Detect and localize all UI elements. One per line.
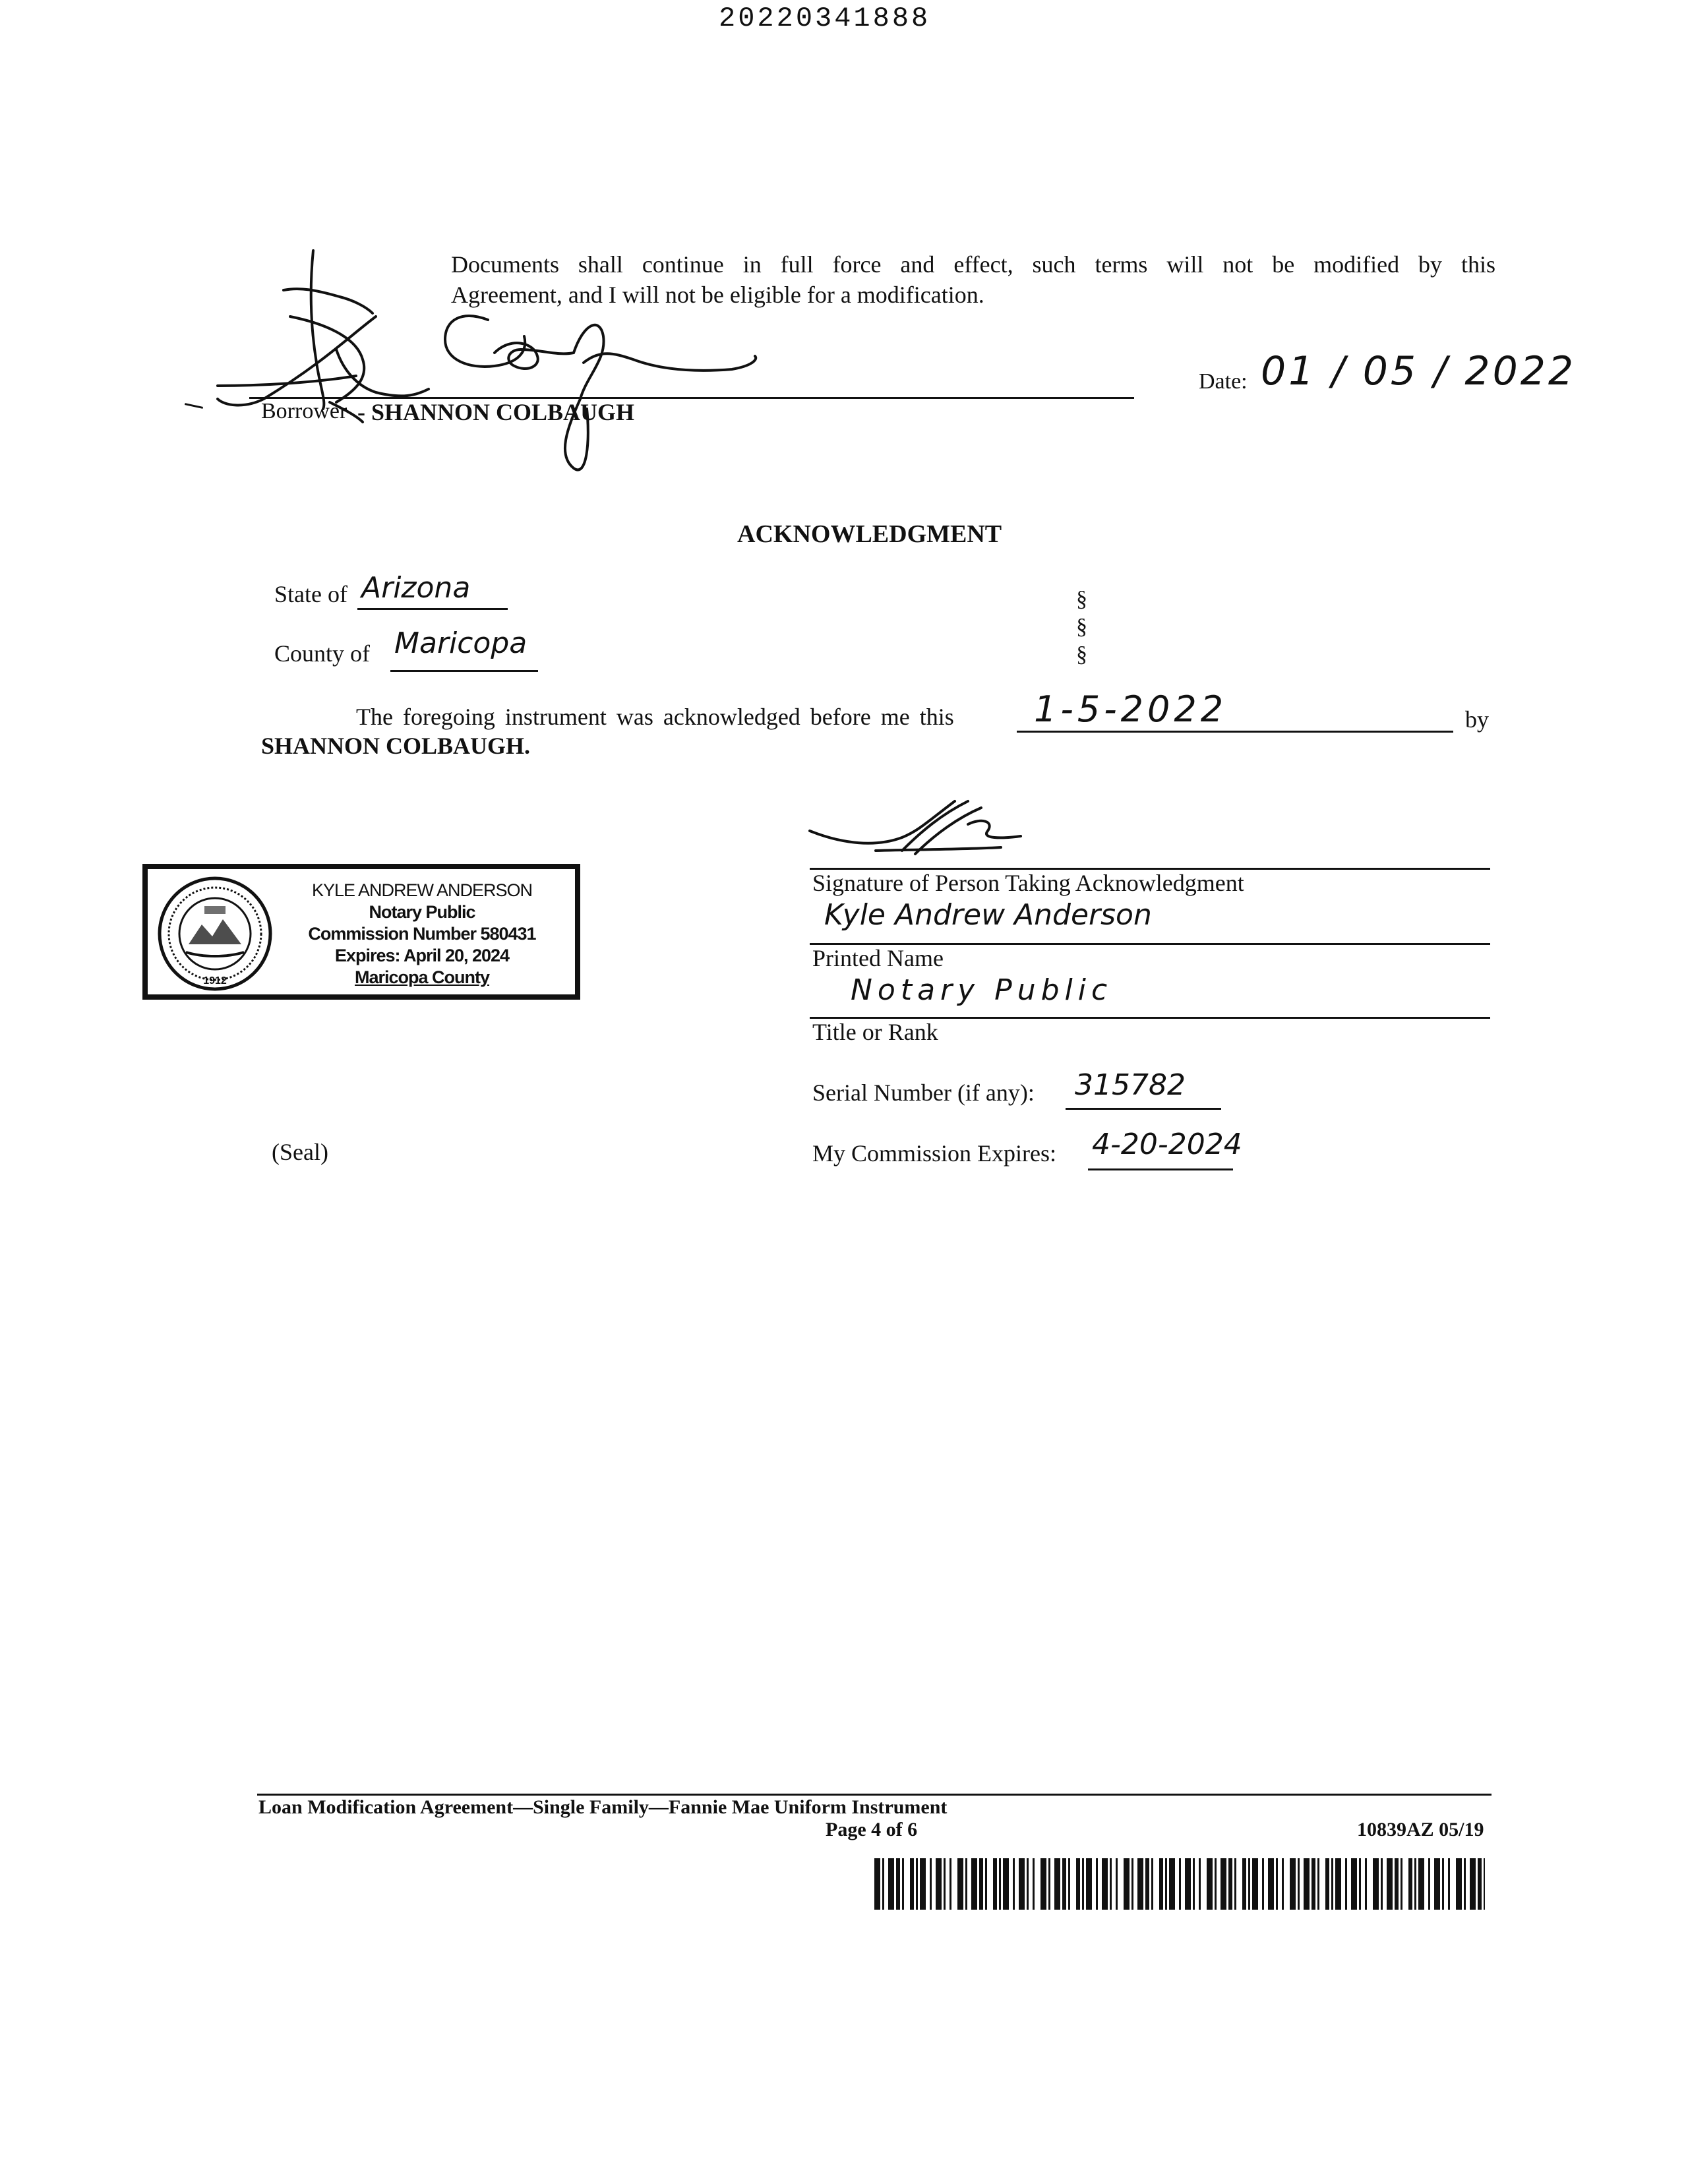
barcode-bar	[1276, 1858, 1278, 1910]
barcode-bar	[1054, 1858, 1060, 1910]
printed-name-label: Printed Name	[812, 945, 944, 971]
barcode-bar	[1448, 1858, 1450, 1910]
barcode-bar	[1304, 1858, 1310, 1910]
barcode-bar	[1282, 1858, 1284, 1910]
barcode-bar	[1373, 1858, 1379, 1910]
barcode-bar	[1207, 1858, 1213, 1910]
barcode-bar	[965, 1858, 967, 1910]
barcode-bar	[1165, 1858, 1167, 1910]
barcode-bar	[1062, 1858, 1066, 1910]
barcode-bar	[1221, 1858, 1226, 1910]
footer-form-title: Loan Modification Agreement—Single Family—Fannie Mae Uniform Instrument	[258, 1796, 948, 1818]
document-number: 20220341888	[719, 3, 931, 34]
state-handwritten: Arizona	[361, 571, 471, 605]
borrower-date-handwritten: 01 / 05 / 2022	[1261, 348, 1577, 394]
barcode-bar	[1262, 1858, 1264, 1910]
commission-line	[1088, 1168, 1233, 1170]
barcode-bar	[1395, 1858, 1399, 1910]
barcode-bar	[1019, 1858, 1025, 1910]
stamp-notary-name: KYLE ANDREW ANDERSON	[311, 880, 533, 900]
borrower-signature	[178, 244, 910, 481]
barcode-bar	[950, 1858, 951, 1910]
barcode-bar	[1317, 1858, 1319, 1910]
state-line	[357, 608, 508, 610]
notary-stamp	[142, 864, 580, 1000]
borrower-date-label: Date:	[1199, 369, 1248, 394]
stamp-notary-title: Notary Public	[369, 902, 475, 922]
barcode-bar	[1215, 1858, 1217, 1910]
barcode	[874, 1858, 1488, 1910]
barcode-bar	[1381, 1858, 1383, 1910]
barcode-bar	[999, 1858, 1001, 1910]
acknowledgment-title: ACKNOWLEDGMENT	[737, 520, 1002, 548]
barcode-bar	[1124, 1858, 1130, 1910]
barcode-bar	[888, 1858, 894, 1910]
barcode-bar	[944, 1858, 946, 1910]
intro-line-1: Documents shall continue in full force and effect, such terms will not be modified by this	[451, 251, 1495, 278]
barcode-bar	[1414, 1858, 1416, 1910]
title-handwritten: Notary Public	[851, 973, 1113, 1007]
seal-label: (Seal)	[272, 1139, 328, 1165]
barcode-bar	[1351, 1858, 1357, 1910]
state-seal-icon	[157, 876, 273, 992]
barcode-bar	[1179, 1858, 1181, 1910]
footer-form-number: 10839AZ 05/19	[1357, 1819, 1484, 1840]
barcode-bar	[971, 1858, 977, 1910]
acknowledgment-name: SHANNON COLBAUGH.	[261, 733, 531, 759]
stamp-expires: Expires: April 20, 2024	[334, 946, 510, 965]
section-mark-2: §	[1076, 615, 1087, 639]
barcode-bar	[1325, 1858, 1329, 1910]
barcode-bar	[1401, 1858, 1402, 1910]
barcode-bar	[1199, 1858, 1201, 1910]
barcode-bar	[1298, 1858, 1300, 1910]
printed-name-handwritten: Kyle Andrew Anderson	[824, 898, 1152, 932]
barcode-bar	[1076, 1858, 1080, 1910]
acknowledgment-date-handwritten: 1-5-2022	[1034, 688, 1228, 730]
barcode-bar	[1242, 1858, 1246, 1910]
barcode-bar	[1068, 1858, 1070, 1910]
state-label: State of	[274, 581, 347, 607]
barcode-bar	[874, 1858, 880, 1910]
barcode-bar	[1185, 1858, 1191, 1910]
barcode-bar	[1268, 1858, 1274, 1910]
barcode-bar	[957, 1858, 963, 1910]
barcode-bar	[1040, 1858, 1046, 1910]
barcode-bar	[1027, 1858, 1029, 1910]
barcode-bar	[1116, 1858, 1118, 1910]
borrower-label: Borrower	[261, 399, 347, 423]
barcode-bar	[896, 1858, 900, 1910]
stamp-county: Maricopa County	[354, 967, 490, 987]
stamp-commission: Commission Number 580431	[308, 924, 536, 944]
barcode-bar	[910, 1858, 914, 1910]
barcode-bar	[1234, 1858, 1236, 1910]
barcode-bar	[1484, 1858, 1485, 1910]
barcode-bar	[1311, 1858, 1315, 1910]
barcode-bar	[1151, 1858, 1153, 1910]
acknowledgment-by: by	[1465, 706, 1489, 733]
county-line	[390, 670, 538, 672]
commission-label: My Commission Expires:	[812, 1140, 1057, 1167]
barcode-bar	[1102, 1858, 1108, 1910]
barcode-bar	[930, 1858, 932, 1910]
commission-handwritten: 4-20-2024	[1092, 1128, 1242, 1161]
county-label: County of	[274, 640, 371, 667]
intro-line-2: Agreement, and I will not be eligible for a modification.	[451, 282, 984, 308]
barcode-bar	[1003, 1858, 1009, 1910]
barcode-bar	[1033, 1858, 1035, 1910]
footer-page-number: Page 4 of 6	[826, 1819, 918, 1840]
barcode-bar	[1464, 1858, 1466, 1910]
barcode-bar	[1228, 1858, 1232, 1910]
barcode-bar	[1169, 1858, 1175, 1910]
barcode-bar	[979, 1858, 983, 1910]
section-mark-3: §	[1076, 642, 1087, 667]
barcode-bar	[1428, 1858, 1430, 1910]
barcode-bar	[1193, 1858, 1195, 1910]
signature-label: Signature of Person Taking Acknowledgment	[812, 870, 1244, 896]
barcode-bar	[1418, 1858, 1424, 1910]
barcode-bar	[1365, 1858, 1367, 1910]
acknowledgment-statement: The foregoing instrument was acknowledged before me this	[356, 704, 954, 730]
barcode-bar	[936, 1858, 942, 1910]
barcode-bar	[1048, 1858, 1050, 1910]
barcode-bar	[1248, 1858, 1250, 1910]
barcode-bar	[1478, 1858, 1482, 1910]
stamp-text	[277, 880, 567, 988]
barcode-bar	[1456, 1858, 1462, 1910]
serial-label: Serial Number (if any):	[812, 1079, 1035, 1106]
barcode-bar	[1131, 1858, 1133, 1910]
footer-rule	[257, 1794, 1492, 1796]
section-mark-1: §	[1076, 587, 1087, 611]
barcode-bar	[1159, 1858, 1163, 1910]
barcode-bar	[1442, 1858, 1444, 1910]
borrower-name: - SHANNON COLBAUGH	[357, 399, 635, 425]
barcode-bar	[1137, 1858, 1143, 1910]
barcode-bar	[1290, 1858, 1296, 1910]
barcode-bar	[985, 1858, 987, 1910]
barcode-bar	[882, 1858, 884, 1910]
county-handwritten: Maricopa	[394, 626, 528, 660]
barcode-bar	[1086, 1858, 1092, 1910]
barcode-bar	[1408, 1858, 1412, 1910]
title-label: Title or Rank	[812, 1019, 938, 1045]
barcode-bar	[1470, 1858, 1476, 1910]
barcode-bar	[1387, 1858, 1393, 1910]
barcode-bar	[916, 1858, 918, 1910]
seal-year: 1912	[203, 975, 227, 986]
barcode-bar	[1335, 1858, 1341, 1910]
barcode-bar	[1331, 1858, 1333, 1910]
barcode-bar	[902, 1858, 904, 1910]
serial-line	[1066, 1108, 1221, 1110]
barcode-bar	[1345, 1858, 1347, 1910]
section-marks	[1076, 586, 1087, 669]
barcode-bar	[1082, 1858, 1084, 1910]
barcode-bar	[920, 1858, 926, 1910]
barcode-bar	[1096, 1858, 1098, 1910]
barcode-bar	[993, 1858, 997, 1910]
barcode-bar	[1434, 1858, 1440, 1910]
serial-handwritten: 315782	[1075, 1068, 1186, 1102]
barcode-bar	[1359, 1858, 1361, 1910]
barcode-bar	[1013, 1858, 1015, 1910]
barcode-bar	[1145, 1858, 1149, 1910]
notary-signature	[803, 798, 1067, 877]
acknowledgment-date-line	[1017, 731, 1453, 733]
barcode-bar	[1110, 1858, 1112, 1910]
barcode-bar	[1252, 1858, 1258, 1910]
